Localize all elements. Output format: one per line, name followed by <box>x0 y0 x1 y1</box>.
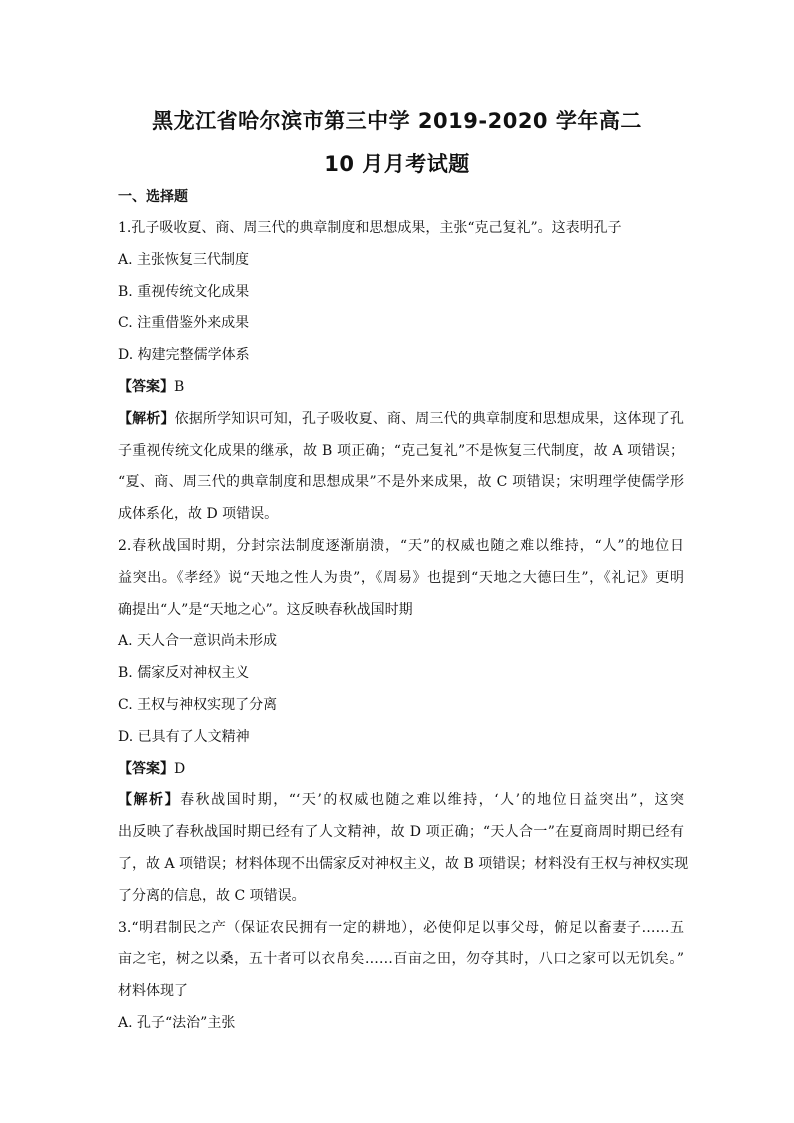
q1-answer <box>118 372 684 404</box>
q1-option-a: A. 主张恢复三代制度 <box>118 251 250 268</box>
q2-analysis-line3: 了，故 A 项错误；材料体现不出儒家反对神权主义，故 B 项错误；材料没有王权与神权实现 <box>118 855 689 872</box>
answer-label: 【答案】 <box>118 378 174 395</box>
q2-analysis-line2: 出反映了春秋战国时期已经有了人文精神，故 D 项正确；“天人合一”在夏商周时期已经有 <box>118 824 684 841</box>
q2-answer <box>118 754 684 786</box>
q2-stem-line3: 确提出“人”是“天地之心”。这反映春秋战国时期 <box>118 601 413 618</box>
q3-option-a: A. 孔子“法治”主张 <box>118 1014 236 1031</box>
q2-analysis-line4: 了分离的信息，故 C 项错误。 <box>118 887 306 904</box>
q1-option-c: C. 注重借鉴外来成果 <box>118 315 250 332</box>
q2-option-c: C. 王权与神权实现了分离 <box>118 696 278 713</box>
q1-option-b: B. 重视传统文化成果 <box>118 283 250 300</box>
exam-title-line1: 黑龙江省哈尔滨市第三中学 2019-2020 学年高二 <box>152 109 642 133</box>
q1-stem: 1.孔子吸收夏、商、周三代的典章制度和思想成果，主张“克己复礼”。这表明孔子 <box>118 220 622 236</box>
exam-title-line2: 10 月月考试题 <box>324 152 470 176</box>
q1-analysis-line2: 子重视传统文化成果的继承，故 B 项正确；“克己复礼”不是恢复三代制度，故 A 项错误； <box>118 442 684 459</box>
q2-answer-value: D <box>174 760 186 777</box>
q2-option-d: D. 已具有了人文精神 <box>118 728 250 745</box>
q1-analysis-line1: 【解析】依据所学知识可知，孔子吸收夏、商、周三代的典章制度和思想成果，这体现了孔 <box>118 410 685 427</box>
q3-stem-line3: 材料体现了 <box>118 983 188 1000</box>
q3-stem-line2: 亩之宅，树之以桑，五十者可以衣帛矣……百亩之田，勿夺其时，八口之家可以无饥矣。” <box>118 951 684 968</box>
analysis-label: 【解析】 <box>118 410 175 427</box>
q1-answer-value: B <box>174 378 185 395</box>
q2-option-b: B. 儒家反对神权主义 <box>118 665 250 682</box>
q2-stem-line2: 益突出。《孝经》说“天地之性人为贵”，《周易》也提到“天地之大德曰生”，《礼记》更明 <box>118 569 684 586</box>
q2-stem-line1: 2.春秋战国时期，分封宗法制度逐渐崩溃，“天”的权威也随之难以维持，“人”的地位日 <box>118 537 684 554</box>
analysis-label: 【解析】 <box>118 792 181 809</box>
section-heading: 一、选择题 <box>118 189 188 205</box>
q2-analysis-line1: 【解析】春秋战国时期，“‘天’的权威也随之难以维持，‘人’的地位日益突出”，这突 <box>118 792 684 809</box>
q3-stem-line1: 3.“明君制民之产（保证农民拥有一定的耕地），必使仰足以事父母，俯足以畜妻子……五 <box>118 919 684 936</box>
q1-analysis-line3: “夏、商、周三代的典章制度和思想成果”不是外来成果，故 C 项错误；宋明理学使儒学形 <box>118 474 684 491</box>
exam-body <box>118 213 689 1040</box>
q1-analysis-line4: 成体系化，故 D 项错误。 <box>118 506 279 523</box>
q1-option-d: D. 构建完整儒学体系 <box>118 347 250 364</box>
q2-option-a: A. 天人合一意识尚未形成 <box>118 633 278 650</box>
answer-label: 【答案】 <box>118 760 174 777</box>
